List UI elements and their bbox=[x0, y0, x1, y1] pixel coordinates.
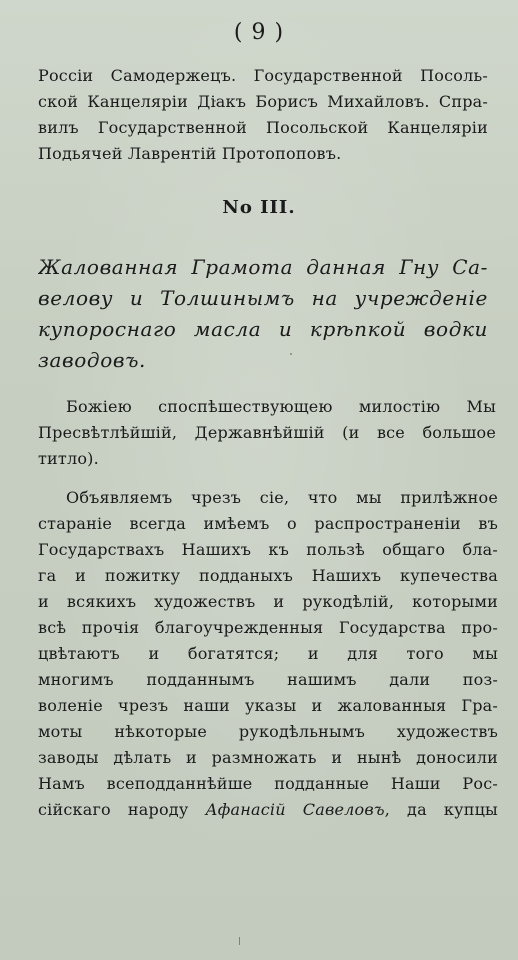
document-number: No III. bbox=[222, 197, 296, 218]
page-number: ( 9 ) bbox=[233, 20, 285, 45]
text-line: воленіе чрезъ наши указы и жалованныя Гра- bbox=[38, 696, 498, 715]
text-line: Россіи Самодержецъ. Государственной Посоль- bbox=[38, 66, 488, 85]
paper-speck bbox=[214, 100, 216, 102]
text-line: Намъ всеподданнѣйше подданные Наши Рос- bbox=[38, 774, 498, 793]
text-line: и всякихъ художествъ и рукодѣлій, которыми bbox=[38, 592, 498, 611]
person-name: Афанасій Савеловъ bbox=[205, 800, 385, 819]
intro-paragraph bbox=[38, 63, 488, 167]
text-segment: , да купцы bbox=[384, 800, 498, 819]
text-line: вилъ Государственной Посольской Канцеляріи bbox=[38, 118, 488, 137]
paper-speck bbox=[290, 353, 292, 355]
text-line: Объявляемъ чрезъ сіе, что мы прилѣжное bbox=[66, 488, 498, 507]
text-line: всѣ прочія благоучрежденныя Государства про- bbox=[38, 618, 498, 637]
body-paragraph bbox=[38, 485, 498, 823]
text-line: многимъ подданнымъ нашимъ дали поз- bbox=[38, 670, 498, 689]
opening-paragraph bbox=[38, 394, 496, 472]
text-line: га и пожитку подданыхъ Нашихъ купечества bbox=[38, 566, 498, 585]
text-line: Пресвѣтлѣйшій, Державнѣйшій (и все большое bbox=[38, 423, 496, 442]
text-segment: сійскаго народу bbox=[38, 800, 206, 819]
text-line: Божіею споспѣшествующею милостію Мы bbox=[66, 397, 496, 416]
title-line: заводовъ. bbox=[38, 348, 146, 372]
text-line-last bbox=[38, 797, 498, 823]
paper-mark bbox=[239, 937, 240, 945]
text-line: цвѣтаютъ и богатятся; и для того мы bbox=[38, 644, 498, 663]
text-line: моты нѣкоторые рукодѣльнымъ художествъ bbox=[38, 722, 498, 741]
title-line: купороснаго масла и крѣпкой водки bbox=[38, 317, 488, 341]
text-line: титло). bbox=[38, 449, 99, 468]
text-line: стараніе всегда имѣемъ о распространеніи въ bbox=[38, 514, 498, 533]
text-line: ской Канцеляріи Діакъ Борисъ Михайловъ. Спра- bbox=[38, 92, 488, 111]
title-line: велову и Толшинымъ на учрежденіе bbox=[38, 286, 488, 310]
document-title bbox=[38, 252, 488, 376]
title-line: Жалованная Грамота данная Гну Са- bbox=[38, 255, 488, 279]
text-line: заводы дѣлать и размножать и нынѣ доносили bbox=[38, 748, 498, 767]
text-line: Подьячей Лаврентій Протопоповъ. bbox=[38, 144, 342, 163]
text-line: Государствахъ Нашихъ къ пользѣ общаго бла- bbox=[38, 540, 498, 559]
